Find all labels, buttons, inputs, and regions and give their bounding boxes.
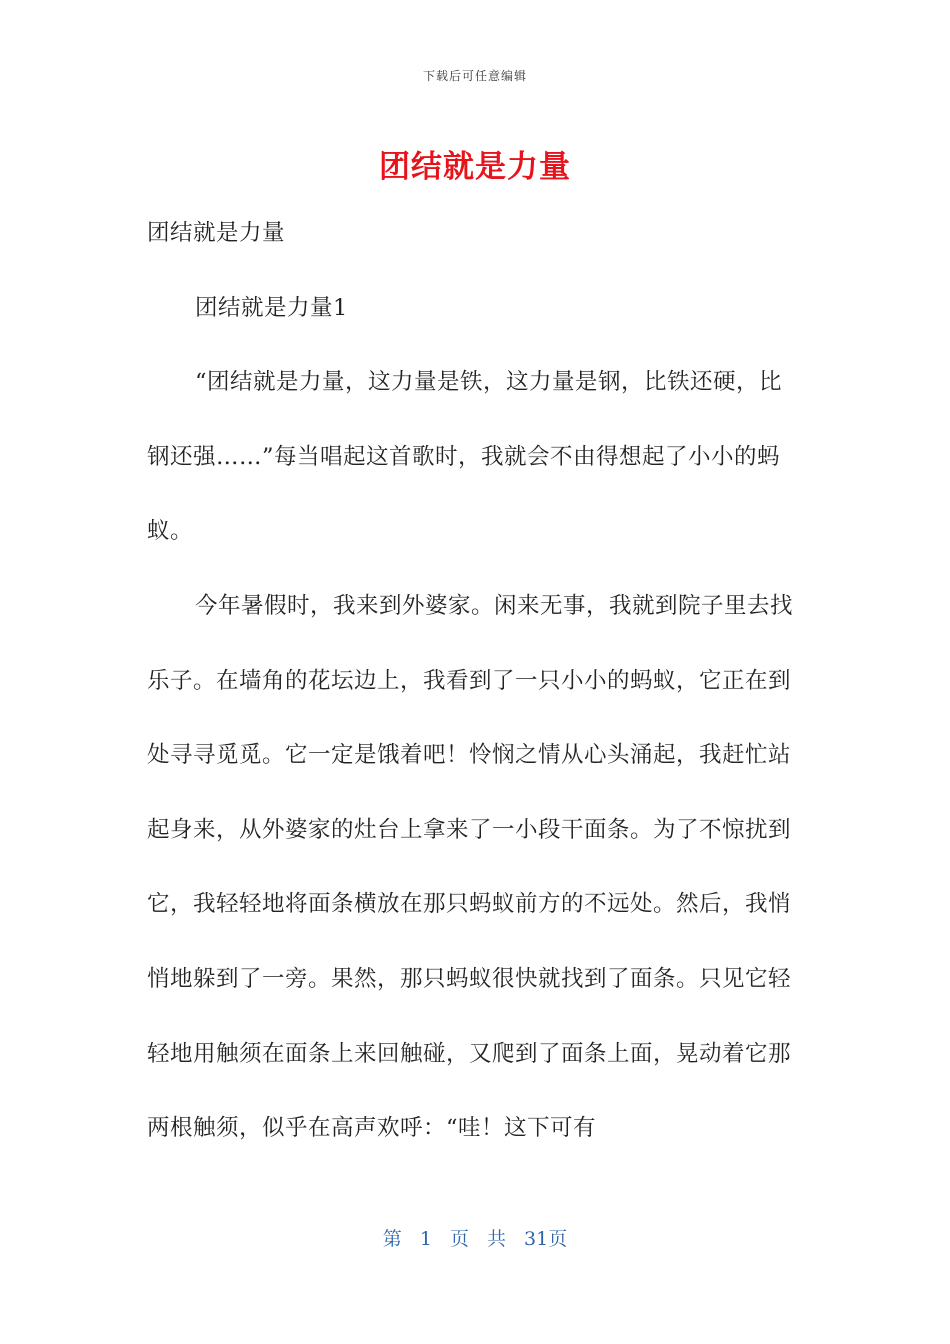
page-indicator: 第 1 页 共 31页 [382, 1228, 568, 1250]
document-body [147, 196, 795, 1166]
document-subtitle: 团结就是力量 [147, 220, 286, 246]
section-heading: 团结就是力量1 [195, 294, 348, 321]
paragraph-1: “团结就是力量，这力量是铁，这力量是钢，比铁还硬，比钢还强……”每当唱起这首歌时，我就会不由得想起了小小的蚂蚁。 [147, 369, 783, 545]
document-title: 团结就是力量 [379, 149, 571, 185]
paragraph-2: 今年暑假时，我来到外婆家。闲来无事，我就到院子里去找乐子。在墙角的花坛边上，我看到了一只小小的蚂蚁，它正在到处寻寻觅觅。它一定是饿着吧！怜悯之情从心头涌起，我赶忙站起身来，从外婆家的灶台上拿来了一小段干面条。为了不惊扰到它，我轻轻地将面条横放在那只蚂蚁前方的不远处。然后，我悄悄地躲到了一旁。果然，那只蚂蚁很快就找到了面条。只见它轻轻地用触须在面条上来回触碰，又爬到了面条上面，晃动着它那两根触须，似乎在高声欢呼：“哇！这下可有 [147, 592, 794, 1142]
header-note: 下载后可任意编辑 [422, 69, 527, 83]
